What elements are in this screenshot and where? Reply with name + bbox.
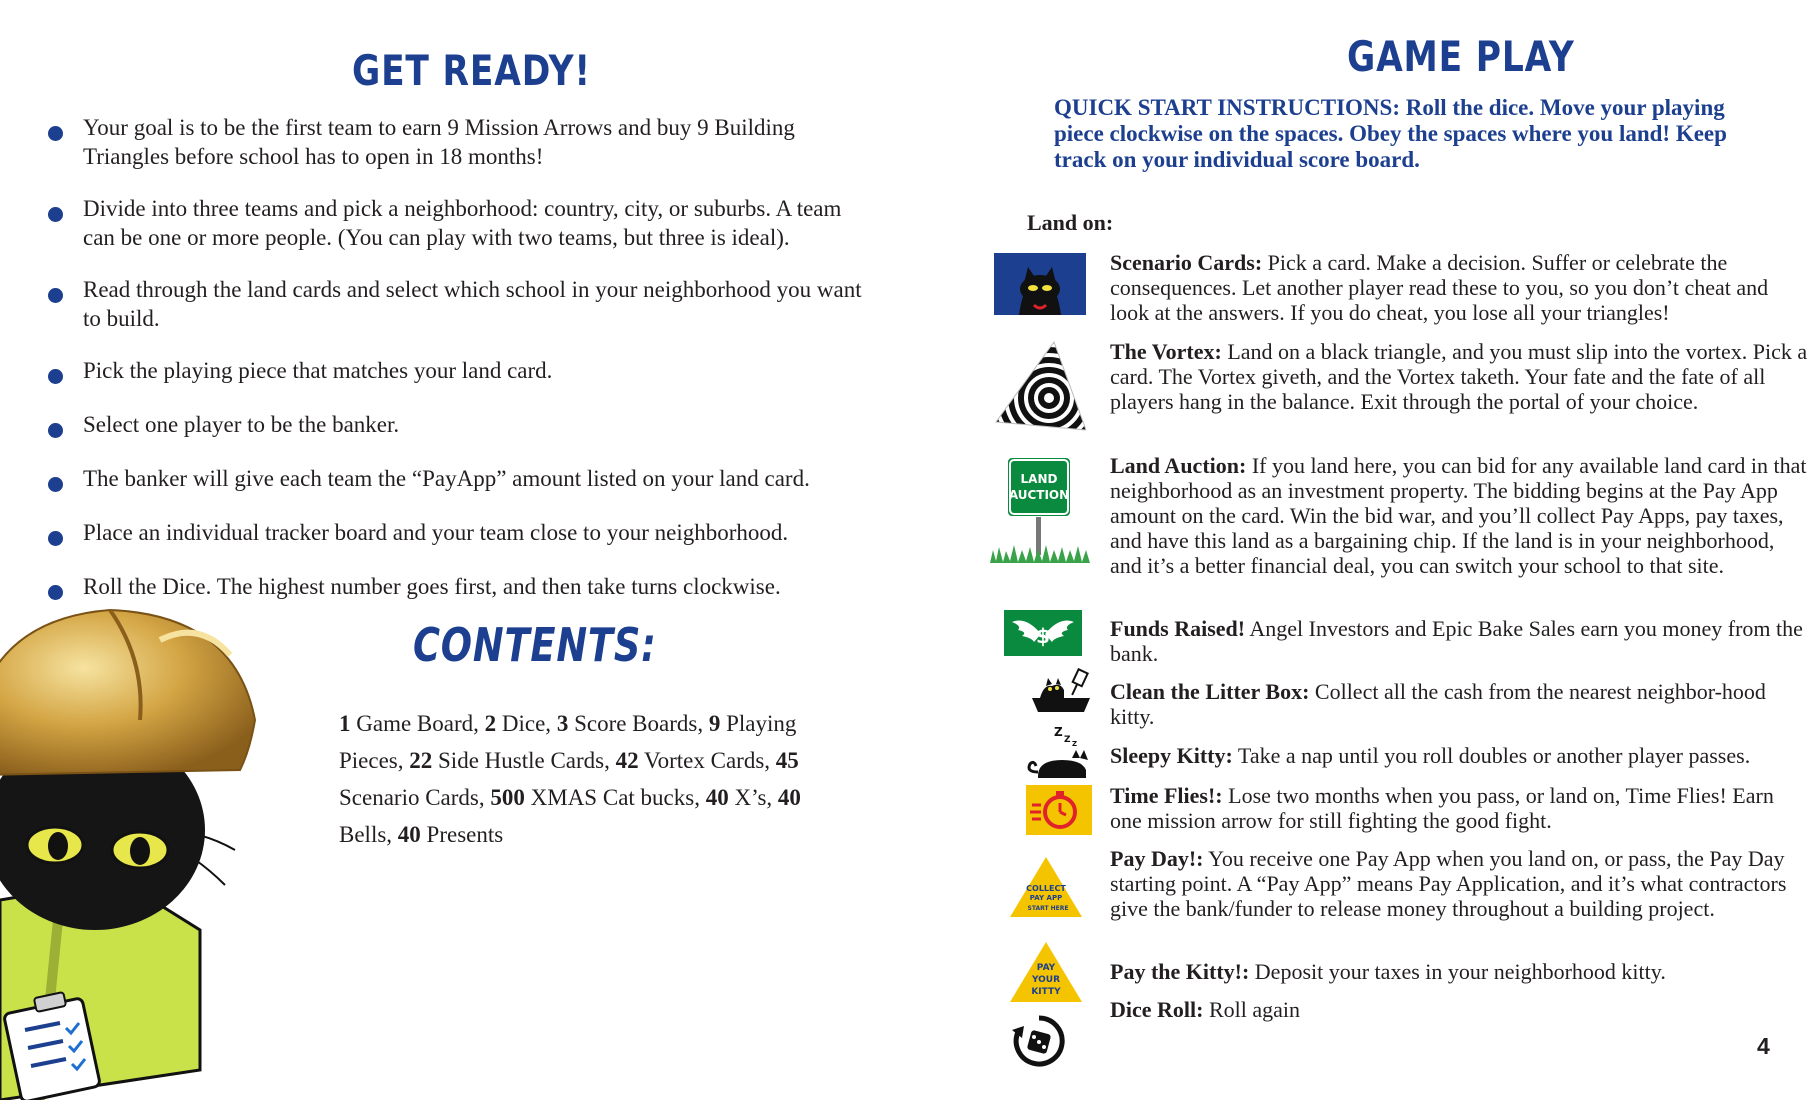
list-item: Read through the land cards and select which school in your neighborhood you want to build. bbox=[48, 275, 868, 333]
svg-text:AUCTION: AUCTION bbox=[1008, 488, 1070, 502]
bullet-dot-icon bbox=[48, 477, 63, 492]
vortex-triangle-icon bbox=[994, 340, 1086, 432]
list-item: The banker will give each team the “PayApp” amount listed on your land card. bbox=[48, 464, 868, 493]
list-item: Pick the playing piece that matches your land card. bbox=[48, 356, 868, 385]
bullet-dot-icon bbox=[48, 423, 63, 438]
page-number: 4 bbox=[1757, 1033, 1770, 1059]
stopwatch-icon bbox=[1026, 785, 1092, 835]
contents-list: 1 Game Board, 2 Dice, 3 Score Boards, 9 Playing Pieces, 22 Side Hustle Cards, 42 Vortex Cards, 45 Scenario Cards, 500 XMAS Cat bucks, 40 X’s, 40 Bells, 40 Presents bbox=[339, 711, 801, 847]
bullet-dot-icon bbox=[48, 207, 63, 222]
svg-text:COLLECT: COLLECT bbox=[1026, 884, 1066, 893]
bullet-dot-icon bbox=[48, 126, 63, 141]
svg-text:KITTY: KITTY bbox=[1031, 987, 1061, 997]
quick-start-instructions: QUICK START INSTRUCTIONS: Roll the dice. Move your playing piece clockwise on the spaces. Obey the spaces where you land! Keep track on your individual score board. bbox=[1054, 95, 1727, 172]
black-cat-card-icon bbox=[994, 253, 1086, 315]
pay-day-entry: Pay Day!: You receive one Pay App when you land on, or pass, the Pay Day starting point. A “Pay App” means Pay Application, and it’s what contractors give the bank/funder to release money throughout a building project. bbox=[1110, 846, 1787, 921]
funds-raised-entry: Funds Raised! Angel Investors and Epic Bake Sales earn you money from the bank. bbox=[1110, 616, 1803, 666]
litter-box-entry: Clean the Litter Box: Collect all the cash from the nearest neighbor-hood kitty. bbox=[1110, 679, 1766, 729]
bullet-dot-icon bbox=[48, 531, 63, 546]
svg-text:PAY: PAY bbox=[1036, 963, 1056, 973]
svg-text:Z: Z bbox=[1064, 735, 1071, 745]
pay-your-kitty-icon bbox=[1008, 940, 1084, 1004]
hard-hat-icon bbox=[0, 610, 255, 775]
list-item: Roll the Dice. The highest number goes first, and then take turns clockwise. bbox=[48, 572, 868, 601]
land-auction-entry: Land Auction: If you land here, you can bid for any available land card in that neighborhood as an investment property. The bidding begins at the Pay App amount on the card. Win the bid war, and you’ll collect Pay Apps, pay taxes, and have this land as a bargaining chip. If the land is in your neighborhood, and it’s a better financial deal, you can switch your school to that site. bbox=[1110, 453, 1807, 578]
time-flies-entry: Time Flies!: Lose two months when you pass, or land on, Time Flies! Earn one mission arrow for still fighting the good fight. bbox=[1110, 783, 1774, 833]
svg-text:Z: Z bbox=[1072, 740, 1078, 748]
bullet-dot-icon bbox=[48, 369, 63, 384]
bullet-dot-icon bbox=[48, 288, 63, 303]
contents-heading: CONTENTS: bbox=[413, 618, 657, 672]
bullet-dot-icon bbox=[48, 585, 63, 600]
pay-the-kitty-entry: Pay the Kitty!: Deposit your taxes in your neighborhood kitty. bbox=[1110, 959, 1666, 984]
collect-pay-app-icon bbox=[1008, 855, 1084, 919]
svg-text:Z: Z bbox=[1054, 725, 1063, 739]
game-play-heading: GAME PLAY bbox=[1347, 32, 1575, 81]
sleeping-cat-icon bbox=[1024, 722, 1096, 782]
list-item: Place an individual tracker board and your team close to your neighborhood. bbox=[48, 518, 868, 547]
svg-text:START HERE: START HERE bbox=[1027, 905, 1069, 912]
list-item: Your goal is to be the first team to earn 9 Mission Arrows and buy 9 Building Triangles before school has to open in 18 months! bbox=[48, 113, 868, 171]
winged-dollar-icon bbox=[1004, 610, 1082, 656]
svg-text:LAND: LAND bbox=[1020, 472, 1058, 486]
get-ready-heading: GET READY! bbox=[352, 46, 591, 95]
land-on-label: Land on: bbox=[1027, 210, 1114, 235]
svg-text:PAY APP: PAY APP bbox=[1029, 894, 1063, 902]
scenario-cards-entry: Scenario Cards: Pick a card. Make a decision. Suffer or celebrate the consequences. Let another player read these to you, so you don’t cheat and look at the answers. If you do cheat, you lose all your triangles! bbox=[1110, 250, 1769, 325]
vortex-entry: The Vortex: Land on a black triangle, and you must slip into the vortex. Pick a card. The Vortex giveth, and the Vortex taketh. Your fate and the fate of all players hang in the balance. Exit through the portal of your choice. bbox=[1110, 339, 1808, 414]
list-item: Divide into three teams and pick a neighborhood: country, city, or suburbs. A team can be one or more people. (You can play with two teams, but three is ideal). bbox=[48, 194, 868, 252]
land-auction-sign-icon bbox=[990, 455, 1090, 565]
cat-mascot-illustration bbox=[0, 600, 270, 1100]
litter-box-icon bbox=[1030, 668, 1092, 714]
sleepy-kitty-entry: Sleepy Kitty: Take a nap until you roll doubles or another player passes. bbox=[1110, 743, 1751, 768]
svg-text:$: $ bbox=[1036, 624, 1050, 648]
dice-roll-entry: Dice Roll: Roll again bbox=[1110, 997, 1301, 1022]
svg-text:YOUR: YOUR bbox=[1031, 975, 1061, 985]
get-ready-list bbox=[48, 113, 868, 601]
dice-roll-icon bbox=[1010, 1012, 1068, 1070]
list-item: Select one player to be the banker. bbox=[48, 410, 868, 439]
